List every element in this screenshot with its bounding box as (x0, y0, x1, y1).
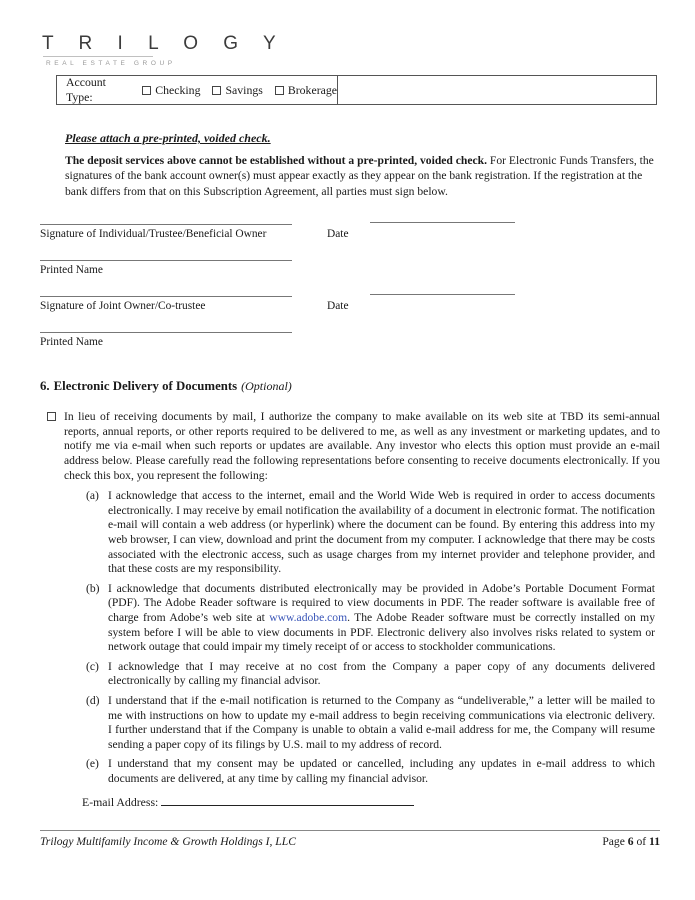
signature-block (40, 215, 660, 353)
printed-name-row-individual (40, 251, 660, 281)
footer-page-indicator (602, 835, 660, 848)
consent-checkbox[interactable] (47, 412, 56, 421)
checking-checkbox[interactable] (142, 86, 151, 95)
logo-divider (43, 56, 153, 57)
savings-label: Savings (225, 82, 263, 97)
adobe-link[interactable]: www.adobe.com (269, 610, 348, 624)
trilogy-logo (42, 34, 660, 67)
page-word: Page (602, 835, 628, 848)
item-b-text (108, 582, 655, 655)
signature-row-individual (40, 215, 660, 245)
section6-optional-note: (Optional) (241, 379, 292, 394)
list-item-b (86, 582, 655, 655)
date-label: Date (327, 228, 349, 241)
signature-individual-label: Signature of Individual/Trustee/Beneficial Owner (40, 228, 267, 241)
printed-name-label: Printed Name (40, 336, 103, 349)
signature-row-joint (40, 287, 660, 317)
account-type-label: Account Type: (66, 75, 106, 104)
consent-paragraph: In lieu of receiving documents by mail, I authorize the company to make available on its web site at TBD its semi-annual reports, annual reports, or other reports required to be delivered to me, as well as any investment or marketing updates, and to notify me via e-mail when such reports or updates are available. Any investor who elects this option must provide an e-mail address below. Please carefully read the following representations before consenting to receive documents electronically. If you check this box, you represent the following: (64, 410, 660, 482)
brokerage-label: Brokerage (287, 82, 337, 97)
section6-items (86, 489, 655, 786)
section6-title: Electronic Delivery of Documents (53, 379, 238, 394)
account-type-option-brokerage (275, 83, 337, 98)
account-type-option-savings (212, 83, 262, 98)
account-type-box (56, 75, 657, 105)
printed-name-label: Printed Name (40, 264, 103, 277)
date-line (370, 294, 515, 295)
page-of-word: of (633, 835, 650, 848)
item-a-label: (a) (86, 489, 99, 503)
deposit-services-paragraph (65, 153, 659, 199)
signature-line (40, 224, 292, 225)
checking-label: Checking (155, 82, 201, 97)
voided-check-notice: Please attach a pre-printed, voided check. (65, 131, 271, 145)
account-type-entry-cell (338, 76, 656, 104)
section6-heading (40, 379, 660, 394)
footer-company-name: Trilogy Multifamily Income & Growth Holdings I, LLC (40, 835, 296, 848)
page-number: 6 (627, 835, 634, 848)
savings-checkbox[interactable] (212, 86, 221, 95)
item-a-text: I acknowledge that access to the internet, email and the World Wide Web is required in order to access documents electronically. I may receive by email notification the availability of a document in electronic format. The notification e-mail will contain a web address (or hyperlink) where the document can be found. By entering this address into my web browser, I can view, download and print the document from my computer. I acknowledge that there may be costs associated with the electronic access, such as usage charges from my internet provider and telephone provider, and that these costs are my responsibility. (108, 489, 655, 576)
item-b-text-after: . The Adobe Reader software must be correctly installed on my system before I will be able to view documents in PDF. Electronic delivery also involves risks related to system or network outage that could impair my timely receipt of or access to stockholder communications. (108, 610, 655, 654)
item-b-label: (b) (86, 581, 100, 595)
signature-joint-label: Signature of Joint Owner/Co-trustee (40, 300, 206, 313)
item-c-text: I acknowledge that I may receive at no cost from the Company a paper copy of any documents delivered electronically by calling my financial advisor. (108, 659, 655, 688)
email-address-line (161, 794, 414, 806)
item-b-text-before: I acknowledge that documents distributed electronically may be provided in Adobe’s Portable Document Format (PDF). The Adobe Reader software is required to view documents in PDF. The reader software is available free of charge from Adobe’s web site at (108, 581, 655, 624)
item-e-label: (e) (86, 757, 99, 771)
brokerage-checkbox[interactable] (275, 86, 284, 95)
deposit-services-rest-text: For Electronic Funds Transfers, the signatures of the bank account owner(s) must appear exactly as they appear on the bank registration. If the registration at the bank differs from that on this Subscription Agreement, all parties must sign below. (65, 154, 654, 198)
printed-name-line (40, 332, 292, 333)
logo-tagline: REAL ESTATE GROUP (46, 60, 176, 67)
signature-line (40, 296, 292, 297)
printed-name-line (40, 260, 292, 261)
logo-name: T R I L O G Y (42, 33, 286, 54)
printed-name-row-joint (40, 323, 660, 353)
deposit-services-bold-text: The deposit services above cannot be established without a pre-printed, voided check. (65, 154, 487, 167)
list-item-c (86, 660, 655, 689)
date-label: Date (327, 300, 349, 313)
page-total: 11 (649, 835, 660, 848)
item-d-label: (d) (86, 693, 100, 707)
electronic-delivery-consent (47, 410, 660, 483)
date-line (370, 222, 515, 223)
list-item-d (86, 694, 655, 752)
section6-number: 6. (40, 379, 50, 394)
page-footer (40, 830, 660, 848)
email-address-label: E-mail Address: (82, 795, 159, 810)
list-item-a (86, 489, 655, 577)
item-c-label: (c) (86, 659, 99, 673)
item-d-text: I understand that if the e-mail notification is returned to the Company as “undeliverable,” a letter will be mailed to me with instructions on how to update my e-mail address to begin receiving communications via electronic delivery. I further understand that if the Company is unable to obtain a valid e-mail address for me, the Company will resume sending a paper copy of its filings by U.S. mail to my address of record. (108, 693, 655, 751)
item-e-text: I understand that my consent may be updated or cancelled, including any updates in e-mail address to which documents are delivered, at any time by calling my financial advisor. (108, 757, 655, 785)
list-item-e (86, 757, 655, 786)
account-type-cell (57, 76, 338, 104)
account-type-option-checking (142, 83, 200, 98)
email-address-row (82, 794, 660, 810)
